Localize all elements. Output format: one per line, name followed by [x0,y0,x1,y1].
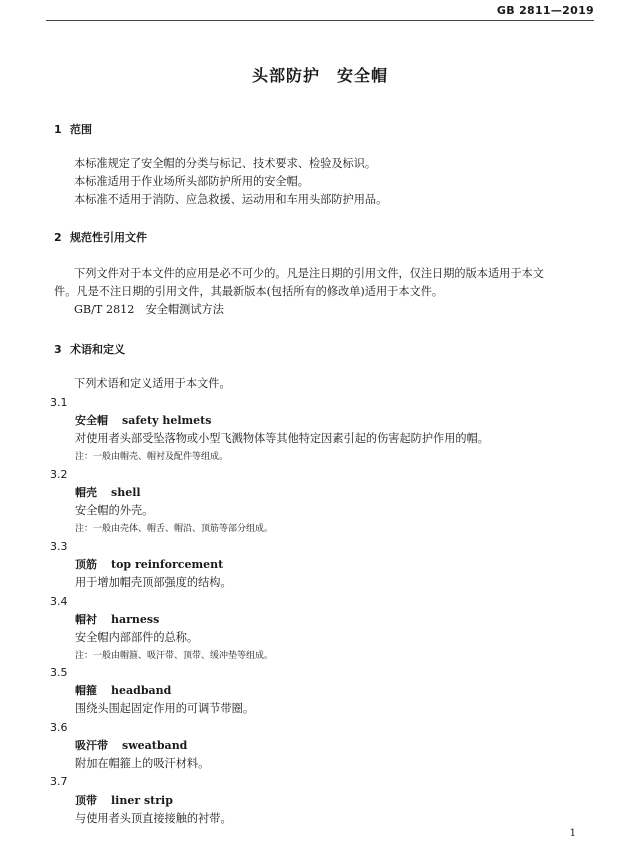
term-chinese: 顶带 [75,794,97,807]
term-chinese: 顶筋 [75,558,97,571]
section-2-heading [54,230,147,246]
term-number: 3.4 [50,595,68,608]
term-note: 注：一般由壳体、帽舌、帽沿、顶筋等部分组成。 [75,524,274,534]
header-rule [46,20,594,21]
standard-code: GB 2811—2019 [496,4,594,17]
references-intro-line-1: 下列文件对于本文件的应用是必不可少的。凡是注日期的引用文件，仅注日期的版本适用于本文 [74,267,544,280]
term-number: 3.6 [50,721,68,734]
term-heading [75,557,223,573]
term-definition: 对使用者头部受坠落物或小型飞溅物体等其他特定因素引起的伤害起防护作用的帽。 [75,432,489,445]
section-number: 3 [54,343,62,356]
section-3-heading [54,342,125,358]
term-english: shell [111,486,141,499]
scope-paragraph-2: 本标准适用于作业场所头部防护所用的安全帽。 [74,175,309,188]
term-heading [75,413,211,429]
term-english: harness [111,613,160,626]
term-chinese: 帽衬 [75,613,97,626]
term-number: 3.7 [50,775,68,788]
term-definition: 附加在帽箍上的吸汗材料。 [75,757,210,770]
term-chinese: 帽壳 [75,486,97,499]
term-definition: 安全帽内部部件的总称。 [75,631,199,644]
scope-paragraph-3: 本标准不适用于消防、应急救援、运动用和车用头部防护用品。 [74,193,388,206]
section-title: 术语和定义 [70,343,125,356]
term-number: 3.1 [50,396,68,409]
references-intro-line-2: 件。凡是不注日期的引用文件，其最新版本(包括所有的修改单)适用于本文件。 [54,285,444,298]
term-english: safety helmets [122,414,212,427]
term-english: liner strip [111,794,173,807]
term-heading [75,683,171,699]
term-note: 注：一般由帽箍、吸汗带、顶带、缓冲垫等组成。 [75,651,274,661]
term-heading [75,485,141,501]
scope-paragraph-1: 本标准规定了安全帽的分类与标记、技术要求、检验及标识。 [74,157,377,170]
term-english: headband [111,684,172,697]
section-number: 2 [54,231,62,244]
section-number: 1 [54,123,62,136]
term-heading [75,738,187,754]
term-definition: 安全帽的外壳。 [75,504,154,517]
term-heading [75,793,173,809]
section-title: 范围 [70,123,92,136]
section-title: 规范性引用文件 [70,231,147,244]
term-chinese: 安全帽 [75,414,108,427]
reference-entry: GB/T 2812 安全帽测试方法 [74,303,224,316]
term-definition: 与使用者头顶直接接触的衬带。 [75,812,232,825]
terms-intro: 下列术语和定义适用于本文件。 [74,377,231,390]
term-definition: 用于增加帽壳顶部强度的结构。 [75,576,232,589]
document-title: 头部防护 安全帽 [251,66,388,85]
term-definition: 围绕头围起固定作用的可调节带圈。 [75,702,255,715]
term-number: 3.5 [50,666,68,679]
term-chinese: 帽箍 [75,684,97,697]
term-heading [75,612,159,628]
term-number: 3.3 [50,540,68,553]
term-english: sweatband [122,739,188,752]
page-number: 1 [569,828,576,839]
term-english: top reinforcement [111,558,224,571]
section-1-heading [54,122,92,138]
term-note: 注：一般由帽壳、帽衬及配件等组成。 [75,452,229,462]
term-number: 3.2 [50,468,68,481]
term-chinese: 吸汗带 [75,739,108,752]
